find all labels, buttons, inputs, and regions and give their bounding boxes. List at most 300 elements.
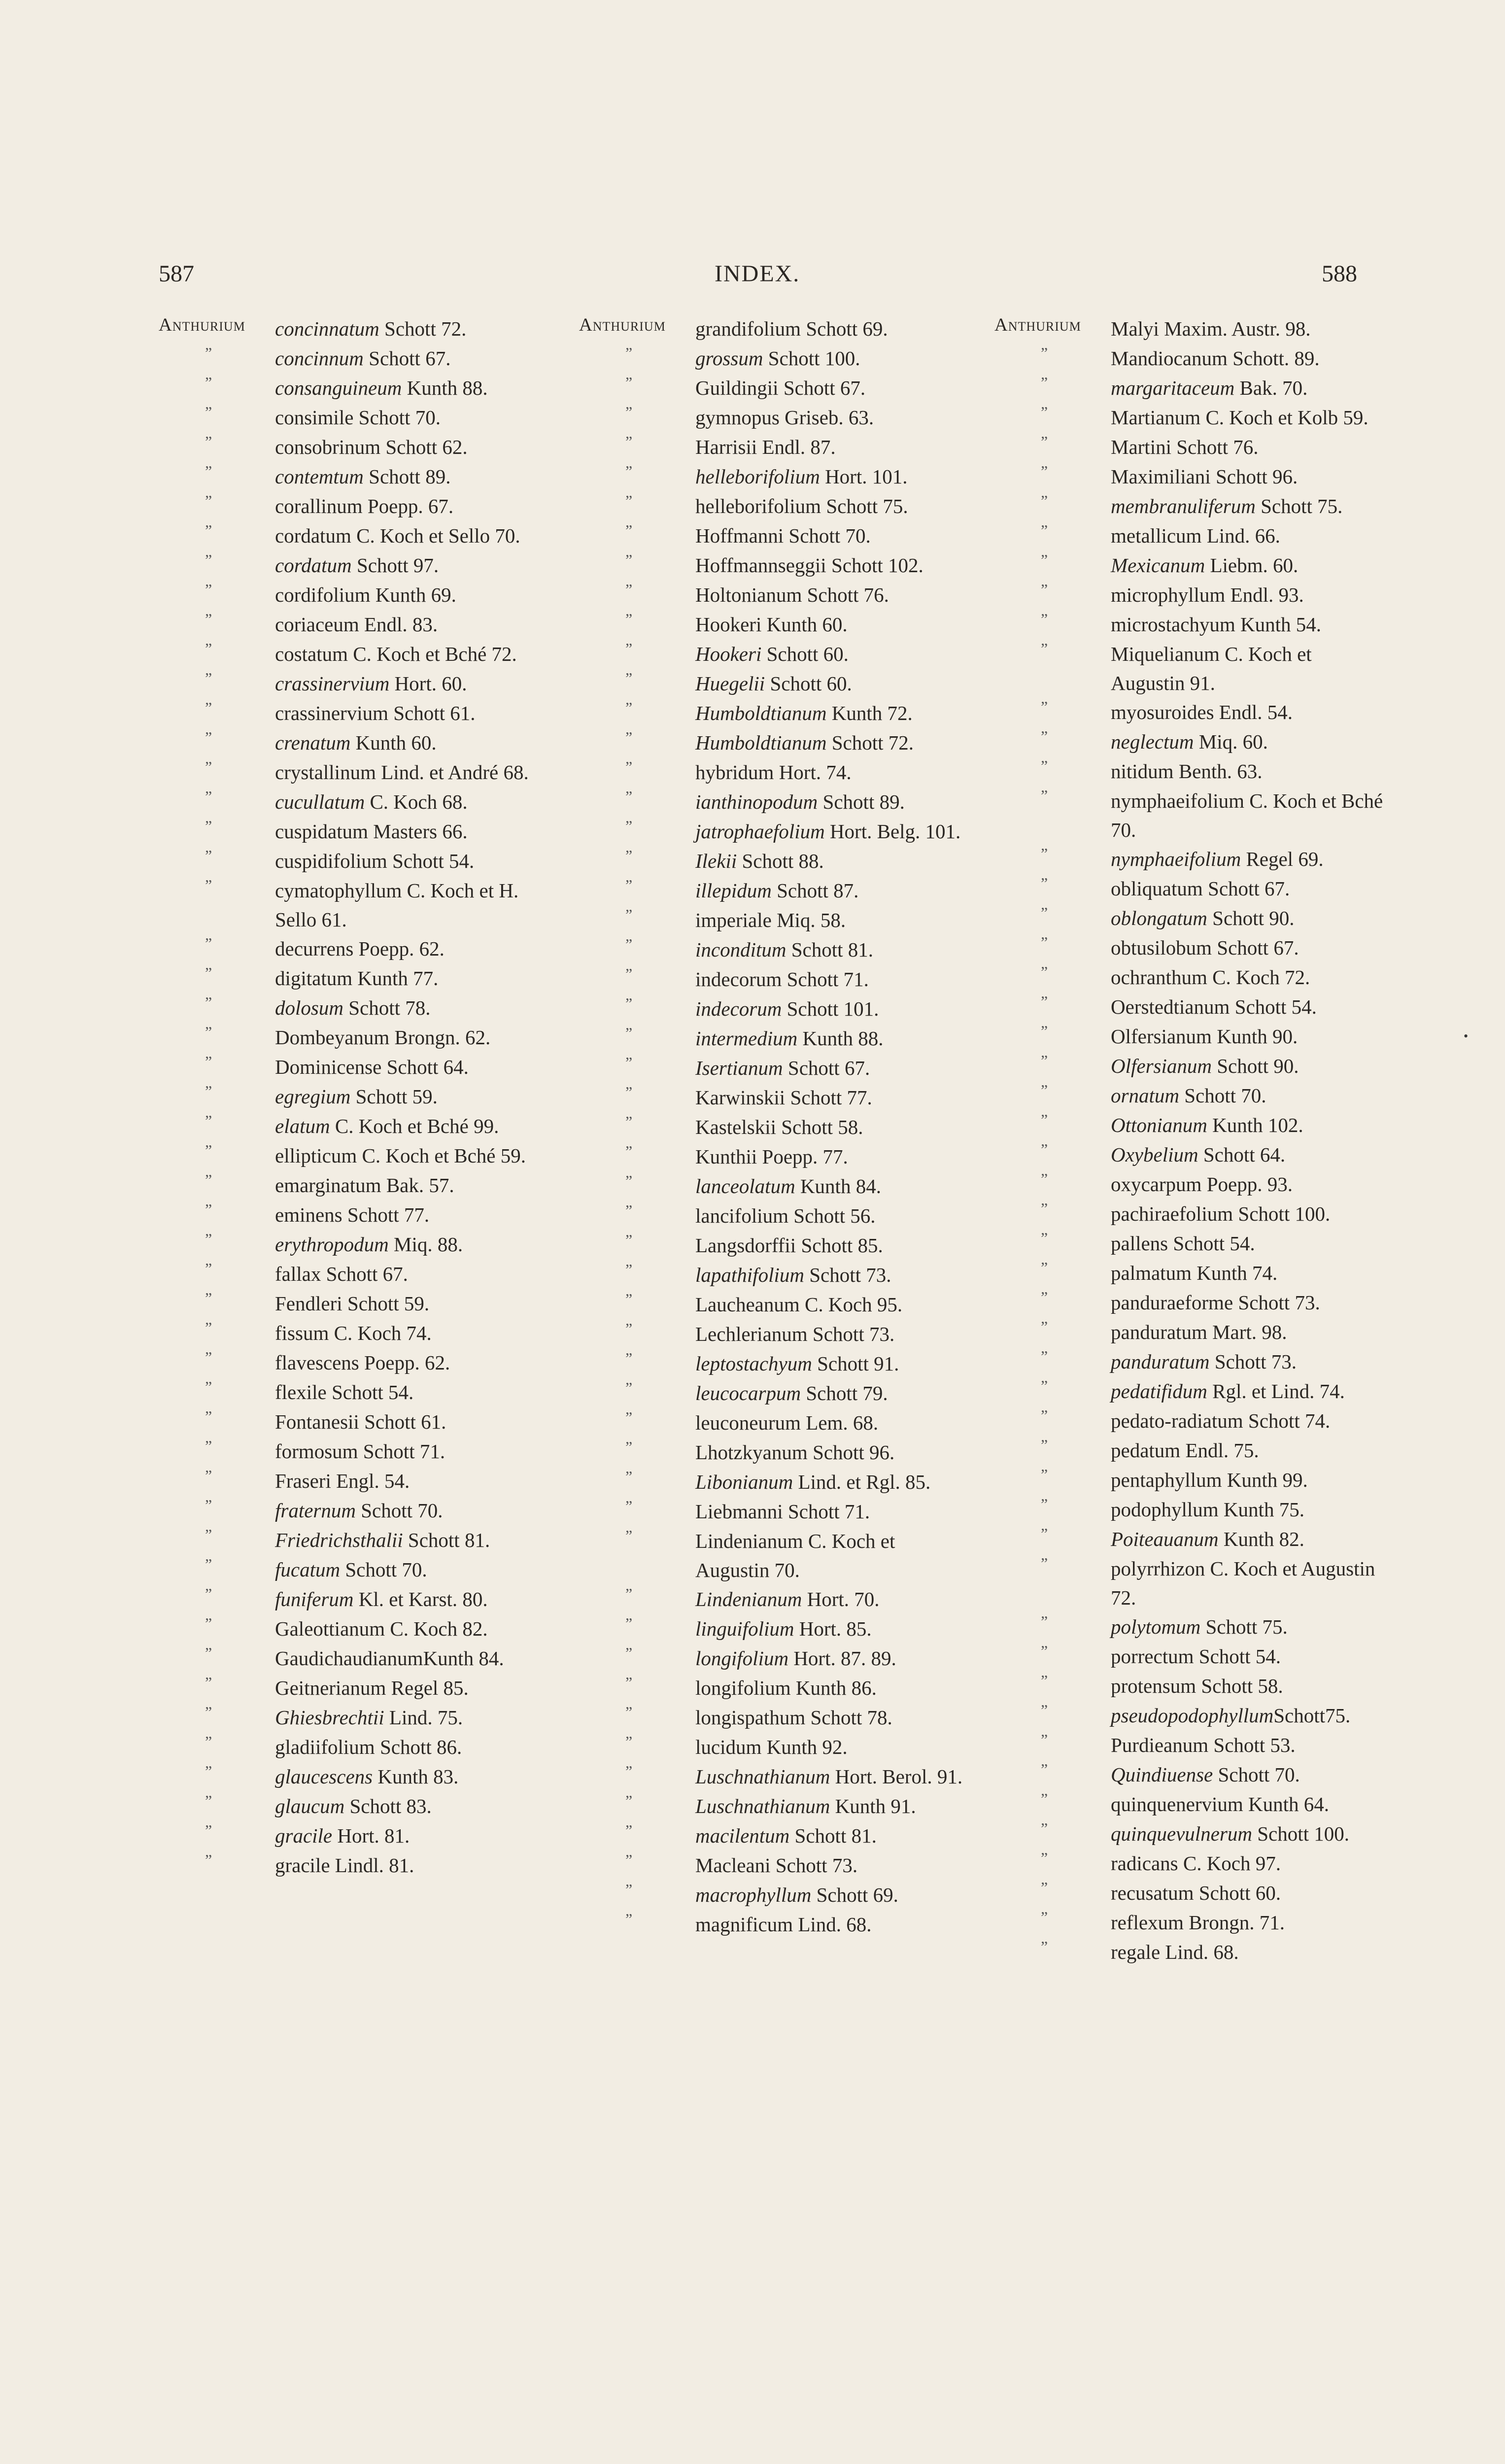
ditto-mark: ” — [1041, 1731, 1048, 1748]
index-entry — [159, 1319, 551, 1348]
authority-and-page: Hort. 74. — [774, 761, 852, 784]
species-name: costatum — [275, 643, 348, 665]
ditto-mark: ” — [1041, 1701, 1048, 1719]
species-name: consanguineum — [275, 376, 402, 399]
ditto-mark: ” — [1041, 698, 1048, 716]
authority-and-page: Schott 61. — [359, 1410, 446, 1433]
index-entry — [579, 314, 971, 344]
species-name: reflexum — [1111, 1911, 1184, 1934]
index-column-2 — [579, 314, 971, 1940]
authority-and-page: Kunth 84. — [795, 1175, 881, 1198]
authority-and-page: Kunth 84. — [423, 1647, 504, 1670]
authority-and-page: Kunth 102. — [1207, 1114, 1303, 1136]
authority-and-page: Schott 61. — [388, 702, 476, 724]
index-entry — [994, 787, 1387, 845]
ditto-mark: ” — [205, 1378, 212, 1396]
authority-and-page: Hort. Belg. 101. — [824, 820, 961, 843]
entry-text — [275, 1821, 551, 1850]
species-name: cucullatum — [275, 790, 365, 813]
authority-and-page: Kunth 88. — [402, 376, 488, 399]
entry-text — [695, 1379, 971, 1408]
authority-and-page: Hort. 87. 89. — [788, 1647, 896, 1670]
index-entry — [994, 1612, 1387, 1642]
ditto-mark: ” — [205, 551, 212, 569]
ditto-mark: ” — [1041, 551, 1048, 569]
ditto-mark: ” — [1041, 845, 1048, 862]
ditto-mark: ” — [205, 1053, 212, 1070]
species-name: erythropodum — [275, 1233, 389, 1256]
species-name: cymatophyllum — [275, 879, 402, 902]
ditto-mark: ” — [205, 847, 212, 864]
authority-and-page: Schott 70. — [1213, 1763, 1300, 1786]
species-name: magnificum — [695, 1913, 793, 1936]
index-entry — [159, 1437, 551, 1467]
authority-and-page: Lind. 75. — [384, 1706, 463, 1729]
index-entry — [994, 344, 1387, 374]
authority-and-page: Schott 67. — [321, 1263, 408, 1285]
entry-text — [695, 669, 971, 698]
authority-and-page: Kunth 88. — [797, 1027, 884, 1050]
authority-and-page: C. Koch et Bché 99. — [330, 1115, 499, 1137]
index-entry — [994, 492, 1387, 521]
authority-and-page: Rgl. et Lind. 74. — [1207, 1380, 1345, 1403]
species-name: Oerstedtianum — [1111, 995, 1230, 1018]
species-name: Quindiuense — [1111, 1763, 1213, 1786]
authority-and-page: Schott 96. — [1210, 465, 1298, 488]
index-entry — [159, 1703, 551, 1733]
entry-text — [275, 1230, 551, 1259]
entry-text — [695, 581, 971, 610]
entry-text — [695, 965, 971, 994]
entry-text — [695, 1113, 971, 1142]
species-name: grossum — [695, 347, 763, 370]
ditto-mark: ” — [1041, 640, 1048, 657]
entry-text — [275, 1378, 551, 1407]
entry-text — [1111, 492, 1387, 521]
genus-label: Anthurium — [994, 315, 1081, 335]
index-entry — [159, 728, 551, 758]
species-name: panduratum — [1111, 1350, 1210, 1373]
authority-and-page: Schott 60. — [761, 643, 849, 665]
species-name: funiferum — [275, 1588, 354, 1610]
ditto-mark: ” — [625, 1910, 633, 1928]
species-name: fucatum — [275, 1558, 341, 1581]
species-name: indecorum — [695, 968, 782, 991]
entry-text — [1111, 992, 1387, 1022]
index-entry — [994, 1819, 1387, 1849]
index-entry — [159, 1378, 551, 1407]
index-entry — [159, 344, 551, 374]
authority-and-page: Schott 72. — [379, 317, 467, 340]
authority-and-page: Miq. 58. — [771, 909, 846, 931]
entry-text — [275, 1407, 551, 1437]
index-entry — [579, 521, 971, 551]
entry-text — [275, 1467, 551, 1496]
species-name: formosum — [275, 1440, 358, 1463]
index-entry — [579, 965, 971, 994]
authority-and-page: Lind. 68. — [1160, 1941, 1239, 1963]
entry-text — [1111, 1642, 1387, 1671]
ditto-mark: ” — [625, 403, 633, 421]
entry-text — [695, 1083, 971, 1112]
entry-text — [275, 1614, 551, 1643]
authority-and-page: C. Koch 72. — [1207, 966, 1310, 989]
ditto-mark: ” — [625, 1142, 633, 1160]
ditto-mark: ” — [205, 934, 212, 952]
ditto-mark: ” — [1041, 1259, 1048, 1276]
species-name: emarginatum — [275, 1174, 381, 1197]
species-name: polytomum — [1111, 1615, 1201, 1638]
index-entry — [994, 1642, 1387, 1672]
ditto-mark: ” — [205, 1112, 212, 1129]
authority-and-page: Schott 73. — [807, 1323, 895, 1345]
ditto-mark: ” — [625, 1261, 633, 1278]
species-name: microstachyum — [1111, 613, 1235, 636]
species-name: obtusilobum — [1111, 936, 1212, 959]
authority-and-page: Schott 81. — [403, 1529, 490, 1551]
entry-text — [1111, 551, 1387, 580]
species-name: cordifolium — [275, 583, 371, 606]
authority-and-page: C. Koch 97. — [1178, 1852, 1281, 1875]
index-entry — [579, 787, 971, 817]
index-entry — [994, 1111, 1387, 1140]
index-entry — [159, 1674, 551, 1703]
index-entry — [579, 1497, 971, 1527]
authority-and-page: Brongn. 71. — [1183, 1911, 1285, 1934]
index-entry — [579, 403, 971, 433]
species-name: macrophyllum — [695, 1883, 812, 1906]
species-name: Huegelii — [695, 672, 765, 695]
authority-and-page: Masters 66. — [368, 820, 468, 843]
authority-and-page: Kunth 86. — [790, 1677, 877, 1699]
index-entry — [994, 1908, 1387, 1938]
authority-and-page: Schott 60. — [1194, 1882, 1281, 1904]
species-name: Kunthii — [695, 1145, 757, 1168]
species-name: imperiale — [695, 909, 772, 931]
entry-text — [695, 433, 971, 462]
ditto-mark: ” — [625, 521, 633, 539]
entry-text — [1111, 1406, 1387, 1436]
index-entry — [994, 1760, 1387, 1790]
authority-and-page: Hort. Berol. 91. — [830, 1765, 963, 1788]
species-name: lapathifolium — [695, 1264, 804, 1286]
species-name: concinnatum — [275, 317, 379, 340]
ditto-mark: ” — [625, 551, 633, 569]
authority-and-page: Hort. 101. — [820, 465, 908, 488]
authority-and-page: Regel 69. — [1241, 848, 1324, 870]
entry-text — [695, 1408, 971, 1437]
ditto-mark: ” — [1041, 757, 1048, 775]
entry-text — [695, 1172, 971, 1201]
index-entry — [579, 610, 971, 640]
index-entry — [994, 521, 1387, 551]
entry-text — [1111, 1436, 1387, 1465]
ditto-mark: ” — [625, 1320, 633, 1337]
index-entry — [994, 698, 1387, 727]
species-name: Harrisii — [695, 436, 757, 458]
ditto-mark: ” — [625, 787, 633, 805]
species-name: Lechlerianum — [695, 1323, 808, 1345]
species-name: quinquenervium — [1111, 1793, 1243, 1815]
entry-text — [275, 1526, 551, 1555]
ditto-mark: ” — [205, 1851, 212, 1869]
page-title: INDEX. — [715, 261, 800, 287]
margin-mark: • — [1464, 1029, 1469, 1043]
entry-text — [275, 934, 551, 963]
authority-and-page: Hort. 70. — [802, 1588, 880, 1610]
index-entry — [159, 876, 551, 934]
species-name: gymnopus — [695, 406, 780, 429]
index-entry — [159, 847, 551, 876]
entry-text — [275, 1644, 551, 1673]
ditto-mark: ” — [1041, 1288, 1048, 1306]
ditto-mark: ” — [1041, 1022, 1048, 1040]
species-name: fissum — [275, 1322, 329, 1344]
ditto-mark: ” — [625, 906, 633, 924]
species-name: Guildingii — [695, 376, 779, 399]
entry-text — [1111, 1318, 1387, 1347]
species-name: gracile — [275, 1824, 333, 1847]
index-entry — [159, 1644, 551, 1674]
entry-text — [695, 344, 971, 373]
species-name: polyrrhizon — [1111, 1557, 1205, 1580]
ditto-mark: ” — [205, 1319, 212, 1336]
authority-and-page: C. Koch 74. — [329, 1322, 432, 1344]
index-entry — [994, 933, 1387, 963]
species-name: elatum — [275, 1115, 330, 1137]
authority-and-page: Schott 70. — [340, 1558, 427, 1581]
index-entry — [579, 1201, 971, 1231]
species-name: palmatum — [1111, 1262, 1192, 1284]
ditto-mark: ” — [625, 1054, 633, 1071]
index-entry — [159, 1082, 551, 1112]
index-entry — [579, 462, 971, 492]
entry-text — [695, 403, 971, 432]
species-name: Kastelskii — [695, 1116, 776, 1138]
entry-text — [695, 758, 971, 787]
species-name: decurrens — [275, 937, 354, 960]
authority-and-page: Schott 78. — [343, 996, 431, 1019]
authority-and-page: Schott 64. — [381, 1056, 469, 1078]
ditto-mark: ” — [625, 994, 633, 1012]
species-name: digitatum — [275, 967, 353, 990]
index-entry — [579, 935, 971, 965]
entry-text — [275, 847, 551, 876]
ditto-mark: ” — [625, 462, 633, 480]
authority-and-page: Schott 71. — [783, 1500, 870, 1523]
entry-text — [275, 1762, 551, 1791]
species-name: corallinum — [275, 495, 363, 517]
authority-and-page: Schott 59. — [350, 1085, 438, 1108]
species-name: podophyllum — [1111, 1498, 1219, 1521]
index-entry — [994, 1849, 1387, 1879]
species-name: eminens — [275, 1203, 342, 1226]
authority-and-page: Schott 75. — [1200, 1615, 1288, 1638]
index-entry — [994, 1377, 1387, 1406]
species-name: Geitnerianum — [275, 1677, 386, 1699]
authority-and-page: Schott 90. — [1207, 907, 1295, 929]
index-entry — [579, 492, 971, 521]
entry-text — [1111, 1229, 1387, 1258]
entry-text — [1111, 1466, 1387, 1495]
ditto-mark: ” — [205, 1348, 212, 1366]
ditto-mark: ” — [205, 374, 212, 391]
authority-and-page: Schott 100. — [1252, 1822, 1349, 1845]
species-name: oblongatum — [1111, 907, 1207, 929]
authority-and-page: Kunth 77. — [352, 967, 439, 990]
entry-text — [695, 1438, 971, 1467]
authority-and-page: Schott 81. — [789, 1824, 877, 1847]
species-name: leptostachyum — [695, 1352, 812, 1375]
ditto-mark: ” — [1041, 344, 1048, 362]
authority-and-page: Mart. 98. — [1207, 1321, 1287, 1343]
index-entry — [994, 610, 1387, 640]
species-name: hybridum — [695, 761, 774, 784]
index-entry — [159, 1053, 551, 1082]
index-entry — [159, 787, 551, 817]
species-name: myosuroides — [1111, 701, 1214, 723]
entry-text — [1111, 1701, 1387, 1730]
ditto-mark: ” — [205, 758, 212, 776]
species-name: consobrinum — [275, 436, 381, 458]
ditto-mark: ” — [205, 492, 212, 510]
entry-text — [275, 758, 551, 787]
species-name: Fontanesii — [275, 1410, 359, 1433]
entry-text — [1111, 1081, 1387, 1110]
ditto-mark: ” — [205, 669, 212, 687]
entry-text — [275, 610, 551, 639]
index-entry — [159, 1496, 551, 1526]
species-name: cordatum — [275, 524, 351, 547]
species-name: dolosum — [275, 996, 343, 1019]
index-entry — [579, 1024, 971, 1054]
ditto-mark: ” — [625, 344, 633, 362]
ditto-mark: ” — [625, 1733, 633, 1750]
entry-text — [1111, 1170, 1387, 1199]
species-name: nymphaeifolium — [1111, 848, 1241, 870]
ditto-mark: ” — [625, 1172, 633, 1190]
ditto-mark: ” — [205, 1585, 212, 1603]
ditto-mark: ” — [205, 1674, 212, 1691]
genus-label: Anthurium — [159, 315, 245, 335]
index-entry — [579, 876, 971, 906]
authority-and-page: Schott 54. — [326, 1381, 414, 1403]
index-entry — [159, 993, 551, 1023]
species-name: ornatum — [1111, 1084, 1179, 1107]
entry-text — [1111, 1347, 1387, 1376]
index-entry — [579, 1142, 971, 1172]
ditto-mark: ” — [205, 964, 212, 982]
index-entry — [159, 1407, 551, 1437]
ditto-mark: ” — [205, 1762, 212, 1780]
entry-text — [695, 1762, 971, 1791]
authority-and-page: Poepp. 67. — [362, 495, 454, 517]
index-entry — [159, 1171, 551, 1200]
entry-text — [275, 1703, 551, 1732]
entry-text — [695, 1320, 971, 1349]
entry-text — [1111, 1052, 1387, 1081]
index-entry — [159, 1023, 551, 1053]
entry-text — [695, 1881, 971, 1910]
index-entry — [579, 669, 971, 699]
species-name: crassinervium — [275, 672, 390, 695]
authority-and-page: Hort. 60. — [389, 672, 467, 695]
index-entry — [159, 1851, 551, 1881]
ditto-mark: ” — [1041, 403, 1048, 421]
index-entry — [994, 1701, 1387, 1731]
authority-and-page: Bak. 70. — [1234, 376, 1308, 399]
species-name: Karwinskii — [695, 1086, 786, 1109]
index-entry — [579, 1585, 971, 1614]
authority-and-page: Schott 89. — [363, 465, 451, 488]
authority-and-page: Kunth 54. — [1235, 613, 1322, 636]
ditto-mark: ” — [1041, 1554, 1048, 1572]
entry-text — [695, 1024, 971, 1053]
ditto-mark: ” — [205, 1437, 212, 1455]
ditto-mark: ” — [1041, 1436, 1048, 1454]
species-name: indecorum — [695, 997, 782, 1020]
entry-text — [275, 492, 551, 521]
ditto-mark: ” — [1041, 1938, 1048, 1955]
authority-and-page: Maxim. Austr. 98. — [1159, 317, 1311, 340]
authority-and-page: Schott 79. — [801, 1382, 888, 1404]
ditto-mark: ” — [625, 433, 633, 450]
ditto-mark: ” — [205, 462, 212, 480]
index-entry — [159, 964, 551, 993]
ditto-mark: ” — [1041, 462, 1048, 480]
authority-and-page: Kunth 92. — [761, 1736, 848, 1758]
authority-and-page: Miq. 60. — [1194, 730, 1268, 753]
ditto-mark: ” — [625, 669, 633, 687]
authority-and-page: Schott 67. — [778, 376, 866, 399]
ditto-mark: ” — [1041, 1318, 1048, 1335]
index-entry — [579, 758, 971, 787]
authority-and-page: Schott 102. — [826, 554, 924, 577]
authority-and-page: Kunth 72. — [826, 702, 913, 724]
entry-text — [275, 1053, 551, 1082]
species-name: neglectum — [1111, 730, 1194, 753]
species-name: longispathum — [695, 1706, 806, 1729]
entry-text — [275, 876, 551, 934]
authority-and-page: Schott 88. — [737, 850, 824, 872]
entry-text — [1111, 874, 1387, 903]
authority-and-page: Schott 86. — [375, 1736, 462, 1758]
species-name: Ghiesbrechtii — [275, 1706, 384, 1729]
index-entry — [579, 1438, 971, 1468]
authority-and-page: Kunth 64. — [1243, 1793, 1329, 1815]
ditto-mark: ” — [1041, 1140, 1048, 1158]
species-name: Fendleri — [275, 1292, 342, 1315]
ditto-mark: ” — [625, 1408, 633, 1426]
entry-text — [695, 1703, 971, 1732]
species-name: jatrophaefolium — [695, 820, 825, 843]
authority-and-page: Brongn. 62. — [389, 1026, 491, 1049]
species-name: metallicum — [1111, 524, 1202, 547]
entry-text — [275, 728, 551, 757]
entry-text — [695, 314, 971, 343]
index-entry — [579, 344, 971, 374]
index-entry — [579, 1113, 971, 1142]
index-entry — [994, 1466, 1387, 1495]
authority-and-page: Schott75. — [1273, 1704, 1351, 1727]
index-entry — [994, 874, 1387, 904]
species-name: pseudopodophyllum — [1111, 1704, 1274, 1727]
species-name: Martini — [1111, 436, 1171, 458]
species-name: pedatum — [1111, 1439, 1181, 1462]
species-name: Gaudichaudianum — [275, 1647, 423, 1670]
ditto-mark: ” — [625, 1792, 633, 1810]
species-name: Lhotzkyanum — [695, 1441, 808, 1464]
